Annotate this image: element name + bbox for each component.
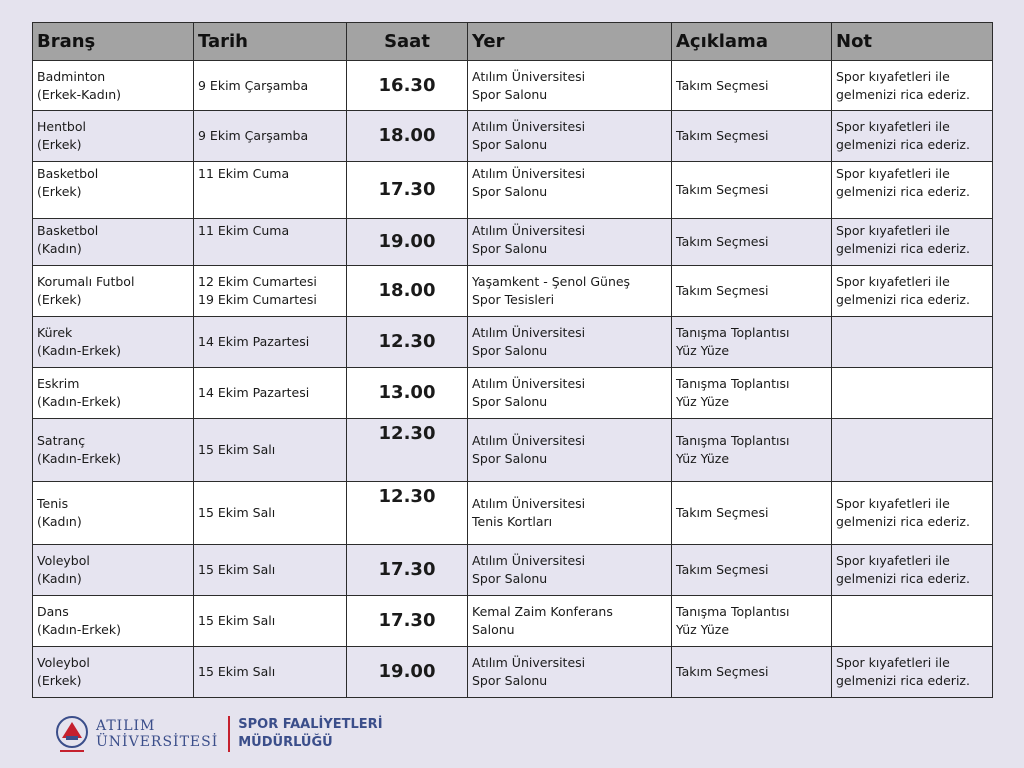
cell-aciklama: Tanışma Toplantısı Yüz Yüze xyxy=(672,317,832,368)
schedule-table xyxy=(32,22,993,698)
university-name xyxy=(96,718,218,750)
table-row xyxy=(33,647,993,698)
header-brans: Branş xyxy=(33,23,194,61)
cell-yer: Atılım Üniversitesi Spor Salonu xyxy=(468,545,672,596)
university-logo-icon xyxy=(54,714,90,754)
cell-saat: 16.30 xyxy=(347,61,468,111)
cell-saat: 17.30 xyxy=(347,162,468,219)
cell-not: Spor kıyafetleri ile gelmenizi rica ederiz. xyxy=(832,647,993,698)
cell-yer: Atılım Üniversitesi Spor Salonu xyxy=(468,61,672,111)
cell-tarih: 11 Ekim Cuma xyxy=(194,219,347,266)
cell-tarih: 12 Ekim Cumartesi 19 Ekim Cumartesi xyxy=(194,266,347,317)
cell-yer: Atılım Üniversitesi Spor Salonu xyxy=(468,368,672,419)
cell-not: Spor kıyafetleri ile gelmenizi rica ederiz. xyxy=(832,162,993,219)
cell-brans: Kürek (Kadın-Erkek) xyxy=(33,317,194,368)
header-saat: Saat xyxy=(347,23,468,61)
table-row xyxy=(33,266,993,317)
cell-not xyxy=(832,596,993,647)
cell-not: Spor kıyafetleri ile gelmenizi rica ederiz. xyxy=(832,266,993,317)
cell-yer: Atılım Üniversitesi Spor Salonu xyxy=(468,419,672,482)
cell-brans: Voleybol (Erkek) xyxy=(33,647,194,698)
cell-aciklama: Takım Seçmesi xyxy=(672,162,832,219)
header-aciklama: Açıklama xyxy=(672,23,832,61)
cell-saat: 12.30 xyxy=(347,482,468,545)
cell-saat: 17.30 xyxy=(347,545,468,596)
cell-tarih: 9 Ekim Çarşamba xyxy=(194,61,347,111)
cell-aciklama: Takım Seçmesi xyxy=(672,545,832,596)
cell-brans: Korumalı Futbol (Erkek) xyxy=(33,266,194,317)
header-yer: Yer xyxy=(468,23,672,61)
header-tarih: Tarih xyxy=(194,23,347,61)
cell-brans: Basketbol (Kadın) xyxy=(33,219,194,266)
cell-not: Spor kıyafetleri ile gelmenizi rica ederiz. xyxy=(832,61,993,111)
cell-not: Spor kıyafetleri ile gelmenizi rica ederiz. xyxy=(832,482,993,545)
cell-brans: Eskrim (Kadın-Erkek) xyxy=(33,368,194,419)
cell-not xyxy=(832,317,993,368)
cell-saat: 19.00 xyxy=(347,647,468,698)
cell-yer: Atılım Üniversitesi Spor Salonu xyxy=(468,647,672,698)
cell-yer: Atılım Üniversitesi Spor Salonu xyxy=(468,111,672,162)
cell-saat: 18.00 xyxy=(347,266,468,317)
cell-brans: Basketbol (Erkek) xyxy=(33,162,194,219)
cell-yer: Atılım Üniversitesi Spor Salonu xyxy=(468,219,672,266)
university-name-line2: ÜNİVERSİTESİ xyxy=(96,734,219,750)
cell-aciklama: Takım Seçmesi xyxy=(672,61,832,111)
cell-tarih: 15 Ekim Salı xyxy=(194,482,347,545)
unit-name-line1: SPOR FAALİYETLERİ xyxy=(238,717,383,732)
schedule-sheet xyxy=(32,22,992,698)
cell-brans: Hentbol (Erkek) xyxy=(33,111,194,162)
table-row xyxy=(33,545,993,596)
cell-yer: Kemal Zaim Konferans Salonu xyxy=(468,596,672,647)
cell-not: Spor kıyafetleri ile gelmenizi rica ederiz. xyxy=(832,219,993,266)
cell-saat: 18.00 xyxy=(347,111,468,162)
table-row xyxy=(33,482,993,545)
cell-tarih: 14 Ekim Pazartesi xyxy=(194,317,347,368)
header-not: Not xyxy=(832,23,993,61)
cell-aciklama: Takım Seçmesi xyxy=(672,266,832,317)
footer-divider xyxy=(228,716,230,752)
cell-aciklama: Tanışma Toplantısı Yüz Yüze xyxy=(672,368,832,419)
unit-name xyxy=(238,716,382,752)
cell-saat: 12.30 xyxy=(347,419,468,482)
table-row xyxy=(33,596,993,647)
cell-tarih: 14 Ekim Pazartesi xyxy=(194,368,347,419)
university-name-line1: ATILIM xyxy=(96,718,156,734)
cell-not: Spor kıyafetleri ile gelmenizi rica ederiz. xyxy=(832,111,993,162)
cell-brans: Badminton (Erkek-Kadın) xyxy=(33,61,194,111)
table-row xyxy=(33,317,993,368)
cell-aciklama: Tanışma Toplantısı Yüz Yüze xyxy=(672,419,832,482)
table-row xyxy=(33,368,993,419)
cell-tarih: 15 Ekim Salı xyxy=(194,647,347,698)
cell-yer: Yaşamkent - Şenol Güneş Spor Tesisleri xyxy=(468,266,672,317)
cell-saat: 13.00 xyxy=(347,368,468,419)
cell-aciklama: Tanışma Toplantısı Yüz Yüze xyxy=(672,596,832,647)
cell-brans: Satranç (Kadın-Erkek) xyxy=(33,419,194,482)
cell-aciklama: Takım Seçmesi xyxy=(672,111,832,162)
cell-yer: Atılım Üniversitesi Tenis Kortları xyxy=(468,482,672,545)
cell-saat: 12.30 xyxy=(347,317,468,368)
cell-tarih: 15 Ekim Salı xyxy=(194,419,347,482)
cell-saat: 19.00 xyxy=(347,219,468,266)
cell-saat: 17.30 xyxy=(347,596,468,647)
cell-yer: Atılım Üniversitesi Spor Salonu xyxy=(468,162,672,219)
cell-brans: Voleybol (Kadın) xyxy=(33,545,194,596)
cell-aciklama: Takım Seçmesi xyxy=(672,482,832,545)
table-row xyxy=(33,219,993,266)
cell-tarih: 15 Ekim Salı xyxy=(194,596,347,647)
cell-tarih: 15 Ekim Salı xyxy=(194,545,347,596)
table-row xyxy=(33,61,993,111)
cell-yer: Atılım Üniversitesi Spor Salonu xyxy=(468,317,672,368)
cell-not: Spor kıyafetleri ile gelmenizi rica ederiz. xyxy=(832,545,993,596)
cell-not xyxy=(832,419,993,482)
cell-brans: Tenis (Kadın) xyxy=(33,482,194,545)
table-header-row xyxy=(33,23,993,61)
cell-tarih: 11 Ekim Cuma xyxy=(194,162,347,219)
table-row xyxy=(33,162,993,219)
cell-not xyxy=(832,368,993,419)
cell-tarih: 9 Ekim Çarşamba xyxy=(194,111,347,162)
cell-aciklama: Takım Seçmesi xyxy=(672,219,832,266)
table-row xyxy=(33,419,993,482)
cell-aciklama: Takım Seçmesi xyxy=(672,647,832,698)
footer-branding xyxy=(54,713,383,755)
cell-brans: Dans (Kadın-Erkek) xyxy=(33,596,194,647)
table-row xyxy=(33,111,993,162)
unit-name-line2: MÜDÜRLÜĞÜ xyxy=(238,735,333,750)
